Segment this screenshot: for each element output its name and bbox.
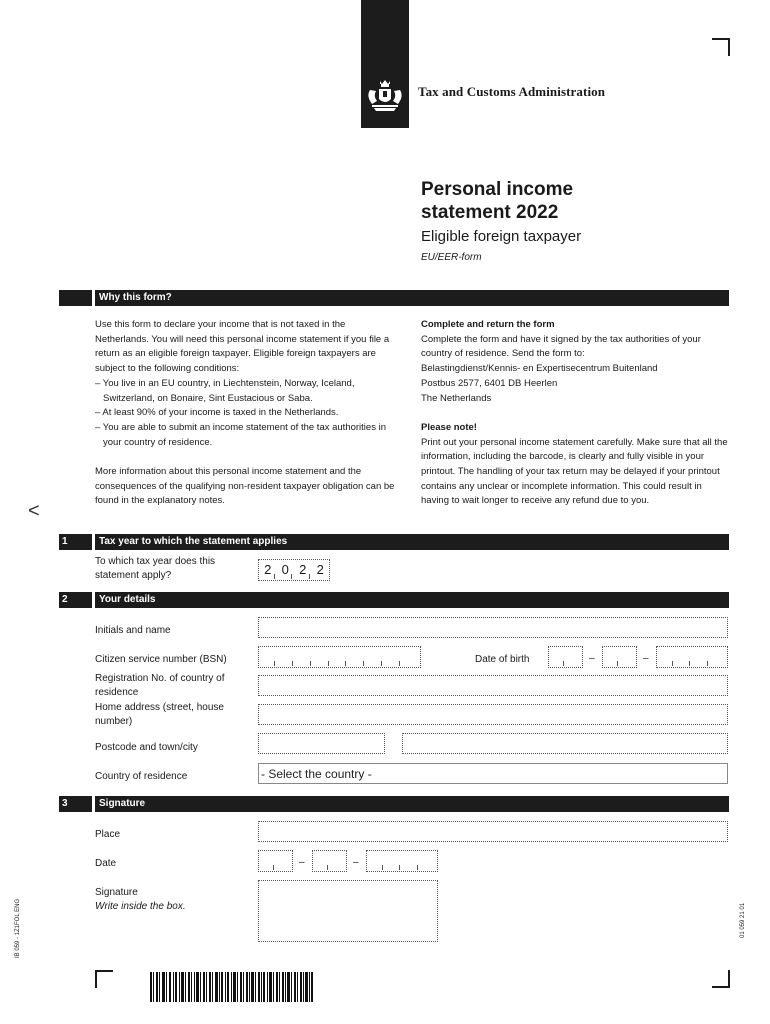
form-type: EU/EER-form	[421, 252, 482, 263]
intro-section-header	[59, 290, 729, 306]
date-separator: –	[353, 857, 359, 868]
tax-year-input[interactable]	[258, 559, 330, 581]
crop-mark-bottom-left	[95, 970, 113, 988]
tax-year-digit: 0	[277, 560, 295, 580]
tax-year-digit: 2	[264, 562, 272, 577]
date-year-input[interactable]	[366, 850, 438, 872]
bsn-label: Citizen service number (BSN)	[95, 654, 227, 665]
form-code-right: 01 059 21 01	[740, 902, 746, 938]
section-2-header	[59, 592, 729, 608]
tax-year-digit: 2	[312, 560, 330, 580]
address-label: Home address (street, house number)	[95, 702, 224, 727]
date-label: Date	[95, 858, 117, 869]
country-label: Country of residence	[95, 771, 188, 782]
condition-item: – You are able to submit an income statement of the tax authorities in your country of residence.	[95, 421, 386, 448]
section-3-header	[59, 796, 729, 812]
return-text: Complete the form and have it signed by the tax authorities of your country of residence. Send the form to:	[421, 333, 701, 360]
section-label: Your details	[99, 594, 156, 605]
bsn-input[interactable]	[258, 646, 421, 668]
place-label: Place	[95, 829, 121, 840]
signature-label: Signature	[95, 887, 138, 898]
date-month-input[interactable]	[312, 850, 347, 872]
home-address-input[interactable]	[258, 704, 728, 725]
intro-section-label: Why this form?	[99, 292, 172, 303]
barcode-icon	[150, 972, 313, 1002]
section-1-header	[59, 534, 729, 550]
signature-hint: Write inside the box.	[95, 901, 186, 912]
dob-month-input[interactable]	[602, 646, 637, 668]
section-number: 2	[62, 594, 68, 605]
date-separator: –	[299, 857, 305, 868]
note-text: Print out your personal income statement carefully. Make sure that all the information, including the barcode, is clearly and fully visible in your printout. The handling of your tax return may be delayed if your printout contains any unclear or incomplete information. This could result in having to wait longer to receive any refund due to you.	[421, 436, 728, 507]
tax-year-digit: 2	[294, 560, 312, 580]
more-info-text: More information about this personal income statement and the consequences of the qualifying non-resident taxpayer obligation can be found in the explanatory notes.	[95, 466, 395, 507]
coat-of-arms-icon	[364, 78, 406, 118]
section-number: 1	[62, 536, 68, 547]
place-input[interactable]	[258, 821, 728, 842]
address-line: Belastingdienst/Kennis- en Expertisecentrum Buitenland	[421, 363, 658, 375]
registration-label: Registration No. of country of residence	[95, 673, 225, 698]
intro-left-column	[95, 318, 400, 509]
initials-label: Initials and name	[95, 625, 171, 636]
signature-box[interactable]	[258, 880, 438, 942]
note-heading: Please note!	[421, 421, 477, 433]
return-heading: Complete and return the form	[421, 319, 555, 330]
town-city-input[interactable]	[402, 733, 728, 754]
agency-name: Tax and Customs Administration	[418, 84, 606, 99]
postcode-input[interactable]	[258, 733, 385, 754]
postcode-label: Postcode and town/city	[95, 742, 198, 753]
form-title: Personal income statement 2022	[421, 179, 574, 223]
condition-item: – You live in an EU country, in Liechtenstein, Norway, Iceland, Switzerland, on Bonaire, Sint Eustacious or Saba.	[95, 377, 355, 404]
address-line: Postbus 2577, 6401 DB Heerlen	[421, 377, 558, 389]
dob-separator: –	[589, 653, 595, 664]
dob-day-input[interactable]	[548, 646, 583, 668]
form-code-left: IB 059 - 1Z1FOL ENG	[15, 898, 21, 958]
dob-year-input[interactable]	[656, 646, 728, 668]
scroll-hint-icon[interactable]: <	[28, 500, 40, 522]
initials-name-input[interactable]	[258, 617, 728, 638]
condition-item: – At least 90% of your income is taxed in the Netherlands.	[95, 407, 339, 419]
tax-year-question: To which tax year does this statement apply?	[95, 556, 216, 581]
address-line: The Netherlands	[421, 392, 492, 404]
dob-label: Date of birth	[475, 654, 530, 665]
crop-mark-bottom-right	[712, 970, 730, 988]
form-subtitle: Eligible foreign taxpayer	[421, 228, 582, 245]
intro-right-column	[421, 318, 729, 509]
section-number: 3	[62, 798, 68, 809]
logo-bar	[361, 0, 409, 128]
intro-paragraph: Use this form to declare your income that is not taxed in the Netherlands. You will need this personal income statement if you file a return as an eligible foreign taxpayer. Eligible foreign taxpayers are subject to the following conditions:	[95, 319, 390, 375]
date-day-input[interactable]	[258, 850, 293, 872]
section-label: Signature	[99, 798, 146, 809]
section-label: Tax year to which the statement applies	[99, 536, 288, 547]
registration-input[interactable]	[258, 675, 728, 696]
country-select[interactable]	[258, 763, 728, 784]
dob-separator: –	[643, 653, 649, 664]
crop-mark-top-right	[712, 38, 730, 56]
